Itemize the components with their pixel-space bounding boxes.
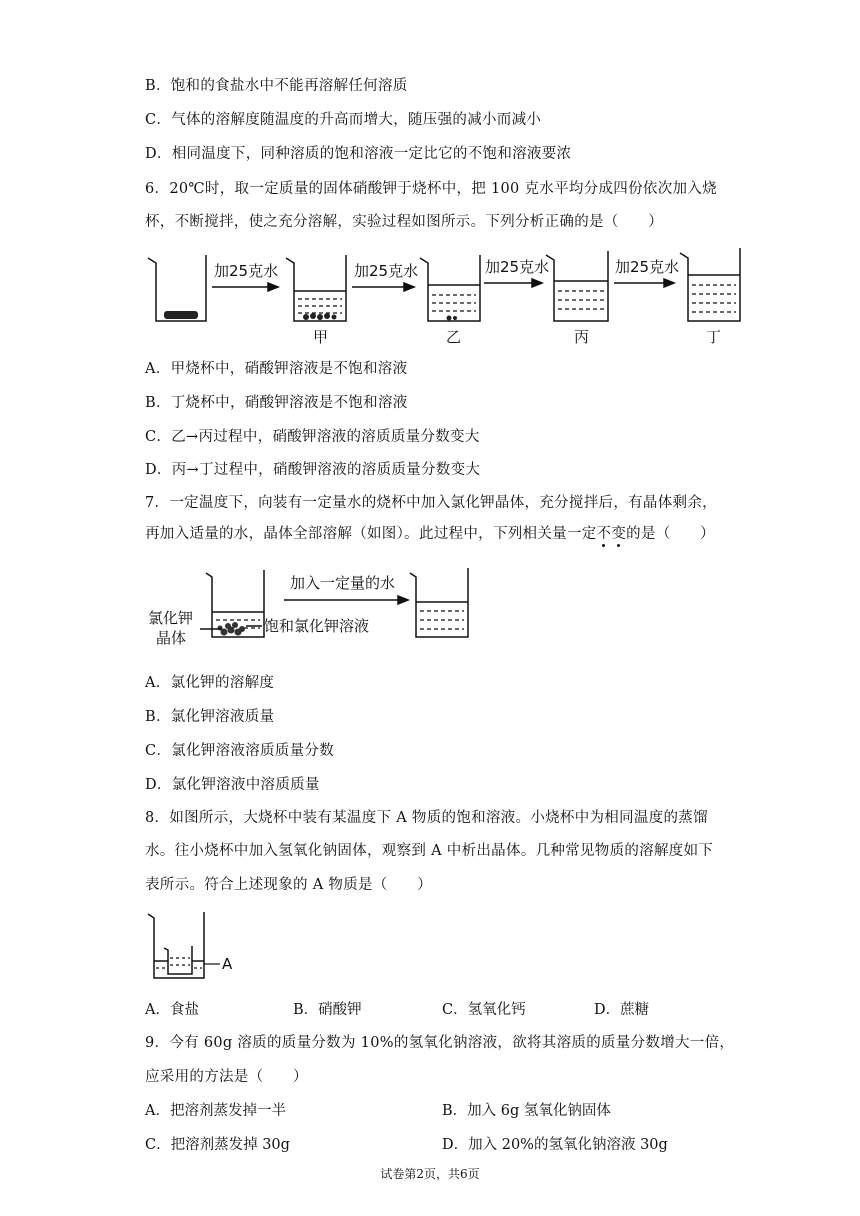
q5-option-b: B．饱和的食盐水中不能再溶解任何溶质 [145,78,408,94]
q9-stem-line2: 应采用的方法是（ ） [145,1069,308,1085]
fig7-solution-label: 饱和氯化钾溶液 [264,617,370,635]
q8-option-a: A．食盐 [145,1002,199,1018]
q9-stem-line1: 9．今有 60g 溶质的质量分数为 10%的氢氧化钠溶液，欲将其溶质的质量分数增大一倍， [145,1035,735,1051]
q7-stem-pre: 再加入适量的水，晶体全部溶解（如图）。此过程中，下列相关量一定 [145,526,597,542]
q8-stem-line1: 8．如图所示，大烧杯中装有某温度下 A 物质的饱和溶液。小烧杯中为相同温度的蒸馏 [145,810,708,826]
fig6-arrow-label-1: 加25克水 [214,262,279,280]
fig6-beaker-label-ding: 丁 [706,328,722,346]
q6-stem-line2: 杯，不断搅拌，使之充分溶解，实验过程如图所示。下列分析正确的是（ ） [145,214,663,230]
beaker-bing [546,251,608,321]
q6-option-a: A．甲烧杯中，硝酸钾溶液是不饱和溶液 [145,361,408,377]
fig6-arrow-label-3: 加25克水 [485,258,550,276]
q8-label-a: A [222,955,233,973]
q7-option-c: C．氯化钾溶液溶质质量分数 [145,743,334,759]
q7-stem-emphasis: 不变 [597,526,627,542]
q7-figure [140,565,480,650]
q8-option-d: D．蔗糖 [594,1002,650,1018]
q7-option-b: B．氯化钾溶液质量 [145,709,275,725]
q7-option-a: A．氯化钾的溶解度 [145,675,275,691]
page-footer: 试卷第2页，共6页 [380,1167,480,1181]
fig7-arrow-label: 加入一定量的水 [290,574,396,592]
q8-option-b: B．硝酸钾 [293,1002,362,1018]
q9-options-row1 [145,1099,745,1119]
q5-option-d: D．相同温度下，同种溶质的饱和溶液一定比它的不饱和溶液要浓 [145,146,572,162]
fig6-arrow-label-4: 加25克水 [615,258,680,276]
fig6-beaker-label-jia: 甲 [313,328,329,346]
q9-option-d: D．加入 20%的氢氧化钠溶液 30g [442,1137,668,1153]
q9-option-c: C．把溶剂蒸发掉 30g [145,1137,290,1153]
q8-small-beaker [164,946,192,974]
q6-stem-line1: 6．20℃时，取一定质量的固体硝酸钾于烧杯中，把 100 克水平均分成四份依次加入烧 [145,181,717,197]
q7-stem-line1: 7．一定温度下，向装有一定量水的烧杯中加入氯化钾晶体，充分搅拌后，有晶体剩余， [145,495,717,511]
q6-option-d: D．丙→丁过程中，硝酸钾溶液的溶质质量分数变大 [145,462,481,478]
q8-stem-line2: 水。往小烧杯中加入氢氧化钠固体，观察到 A 中析出晶体。几种常见物质的溶解度如下 [145,843,714,859]
q8-figure [140,908,250,983]
fig7-crystal-label-2: 晶体 [156,629,187,647]
q5-option-c: C．气体的溶解度随温度的升高而增大，随压强的减小而减小 [145,112,542,128]
q9-options-row2 [145,1133,745,1153]
fig6-arrow-label-2: 加25克水 [354,262,419,280]
q8-stem-line3: 表所示。符合上述现象的 A 物质是（ ） [145,877,432,893]
q6-option-b: B．丁烧杯中，硝酸钾溶液是不饱和溶液 [145,395,408,411]
q9-option-b: B．加入 6g 氢氧化钠固体 [442,1103,611,1119]
fig6-beaker-label-bing: 丙 [574,328,590,346]
q9-option-a: A．把溶剂蒸发掉一半 [145,1103,286,1119]
q7-option-d: D．氯化钾溶液中溶质质量 [145,777,320,793]
fig7-crystal-label-1: 氯化钾 [148,609,194,627]
q8-option-c: C．氢氧化钙 [442,1002,526,1018]
q6-option-c: C．乙→丙过程中，硝酸钾溶液的溶质质量分数变大 [145,429,480,445]
q7-stem-line2 [145,522,715,543]
fig6-beaker-label-yi: 乙 [446,328,462,346]
beaker-jia [286,255,346,321]
q7-stem-post: 的是（ ） [626,526,715,542]
solid-initial [164,311,198,319]
q8-options [145,998,745,1018]
q6-figure [140,243,750,348]
